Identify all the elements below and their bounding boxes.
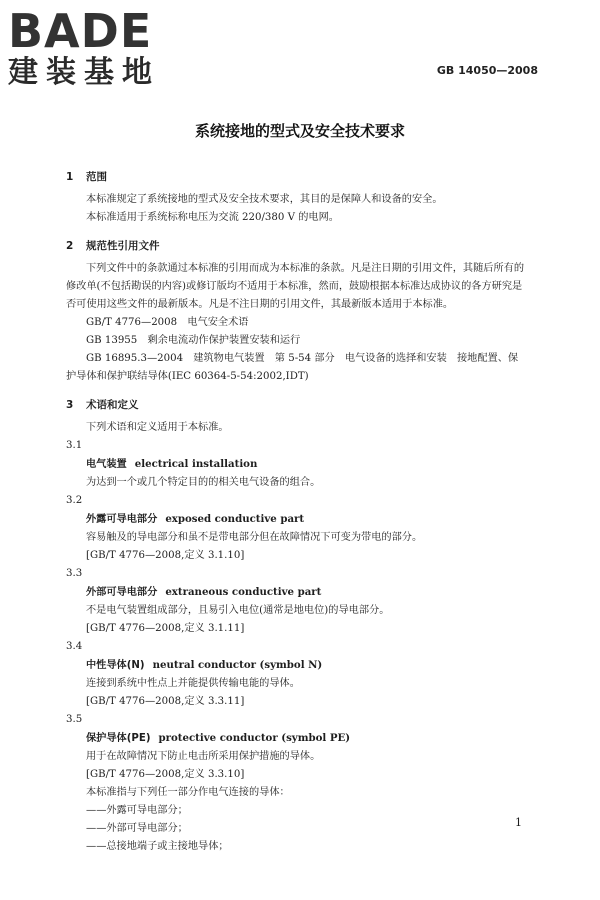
term-definition: 用于在故障情况下防止电击所采用保护措施的导体。 bbox=[86, 751, 321, 762]
term-cn: 电气装置 bbox=[86, 459, 127, 470]
term-en: extraneous conductive part bbox=[165, 586, 322, 598]
term-en: exposed conductive part bbox=[165, 513, 305, 525]
document-body bbox=[66, 168, 528, 856]
reference-item: GB 16895.3—2004 建筑物电气装置 第 5-54 部分 电气设备的选择和安装 接地配置、保护导体和保护联结导体(IEC 60364-5-54:2002,IDT) bbox=[66, 353, 519, 382]
section-title: 规范性引用文件 bbox=[86, 240, 160, 252]
paragraph: 本标准规定了系统接地的型式及安全技术要求，其目的是保障人和设备的安全。 bbox=[86, 194, 443, 205]
section-title: 术语和定义 bbox=[86, 399, 139, 411]
standard-code: GB 14050—2008 bbox=[436, 64, 538, 77]
document-title: 系统接地的型式及安全技术要求 bbox=[194, 122, 405, 140]
page-number: 1 bbox=[515, 816, 522, 829]
term-en: electrical installation bbox=[134, 458, 258, 470]
term-number: 3.5 bbox=[66, 714, 83, 725]
term-number: 3.1 bbox=[66, 440, 83, 451]
paragraph: 本标准适用于系统标称电压为交流 220/380 V 的电网。 bbox=[86, 212, 339, 223]
section-heading-terms bbox=[66, 396, 528, 414]
section-heading-references bbox=[66, 237, 528, 255]
term-heading bbox=[66, 729, 528, 748]
term-cn: 保护导体(PE) bbox=[86, 733, 151, 744]
section-number: 1 bbox=[66, 171, 74, 183]
term-definition: 连接到系统中性点上并能提供传输电能的导体。 bbox=[86, 678, 300, 689]
term-definition: 不是电气装置组成部分，且易引入电位(通常是地电位)的导电部分。 bbox=[86, 605, 390, 616]
term-en: neutral conductor (symbol N) bbox=[152, 659, 323, 671]
term-source: [GB/T 4776—2008,定义 3.1.10] bbox=[86, 550, 245, 561]
term-cn: 外部可导电部分 bbox=[86, 587, 158, 598]
term-en: protective conductor (symbol PE) bbox=[158, 732, 351, 744]
term-definition: 为达到一个或几个特定目的的相关电气设备的组合。 bbox=[86, 477, 321, 488]
term-heading bbox=[66, 455, 528, 474]
section-title: 范围 bbox=[86, 171, 107, 183]
bade-logo bbox=[8, 6, 178, 94]
term-definition: 容易触及的导电部分和虽不是带电部分但在故障情况下可变为带电的部分。 bbox=[86, 532, 423, 543]
list-item: ——外部可导电部分； bbox=[86, 823, 188, 834]
term-source: [GB/T 4776—2008,定义 3.3.10] bbox=[86, 769, 245, 780]
section-number: 3 bbox=[66, 399, 74, 411]
reference-item: GB/T 4776—2008 电气安全术语 bbox=[86, 317, 249, 328]
list-item: ——总接地端子或主接地导体； bbox=[86, 841, 229, 852]
term-heading bbox=[66, 656, 528, 675]
logo-latin-text: BADE bbox=[8, 4, 153, 58]
paragraph: 下列术语和定义适用于本标准。 bbox=[86, 422, 229, 433]
term-note: 本标准指与下列任一部分作电气连接的导体： bbox=[86, 787, 290, 798]
section-number: 2 bbox=[66, 240, 74, 252]
term-number: 3.2 bbox=[66, 495, 83, 506]
section-heading-scope bbox=[66, 168, 528, 186]
term-heading bbox=[66, 583, 528, 602]
logo-cjk-text: 建装基地 bbox=[8, 55, 160, 90]
term-cn: 中性导体(N) bbox=[86, 660, 145, 671]
reference-item: GB 13955 剩余电流动作保护装置安装和运行 bbox=[86, 335, 301, 346]
term-heading bbox=[66, 510, 528, 529]
list-item: ——外露可导电部分； bbox=[86, 805, 188, 816]
term-source: [GB/T 4776—2008,定义 3.1.11] bbox=[86, 623, 245, 634]
paragraph: 下列文件中的条款通过本标准的引用而成为本标准的条款。凡是注日期的引用文件，其随后所有的修改单(不包括勘误的内容)或修订版均不适用于本标准，然而，鼓励根据本标准达成协议的各方研究是否可使用这些文件的最新版本。凡是不注日期的引用文件，其最新版本适用于本标准。 bbox=[66, 263, 525, 310]
term-number: 3.3 bbox=[66, 568, 83, 579]
term-source: [GB/T 4776—2008,定义 3.3.11] bbox=[86, 696, 245, 707]
term-number: 3.4 bbox=[66, 641, 83, 652]
term-cn: 外露可导电部分 bbox=[86, 514, 158, 525]
